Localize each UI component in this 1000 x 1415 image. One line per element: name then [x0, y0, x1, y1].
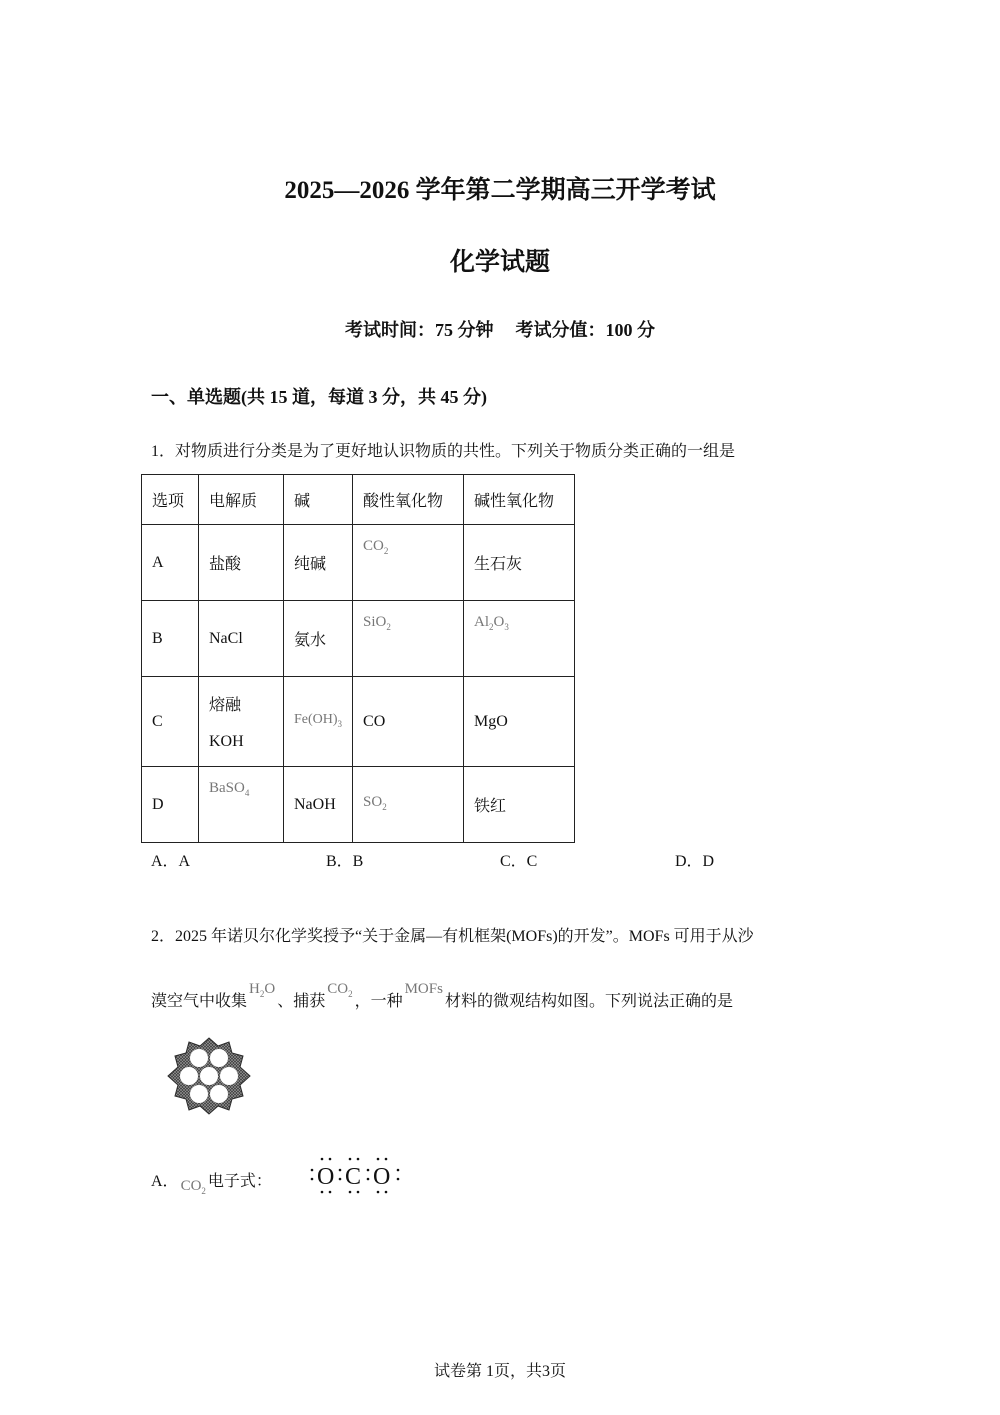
formula [363, 538, 388, 554]
lewis-atom-o-left: O [317, 1164, 335, 1190]
electrolyte-cell: NaCl [199, 601, 284, 677]
option-cell: D [142, 767, 199, 843]
acid-oxide-cell [353, 767, 464, 843]
formula-co2 [179, 1178, 208, 1194]
formula-main: CO [327, 981, 349, 997]
formula-main: CO [180, 1178, 202, 1194]
base-cell: 纯碱 [284, 525, 353, 601]
text-segment: ，一种 [354, 993, 403, 1010]
exam-title: 2025—2026 学年第二学期高三开学考试 [284, 177, 716, 204]
acid-oxide-cell [353, 601, 464, 677]
basic-oxide-cell: 生石灰 [464, 525, 575, 601]
formula-main: O [493, 614, 505, 630]
formula-main: BaSO [209, 780, 245, 796]
acid-oxide-cell [353, 525, 464, 601]
formula-h2o [247, 981, 277, 997]
formula-main: Al [474, 614, 490, 630]
electrolyte-cell: 盐酸 [199, 525, 284, 601]
formula-main: Fe(OH) [294, 712, 338, 728]
question-1-stem: 1．对物质进行分类是为了更好地认识物质的共性。下列关于物质分类正确的一组是 [151, 443, 736, 460]
base-cell: NaOH [284, 767, 353, 843]
header-cell: 碱性氧化物 [464, 475, 575, 525]
exam-info [0, 316, 1000, 342]
formula-sub: 2 [259, 989, 265, 999]
formula-mofs: MOFs [404, 981, 443, 997]
header-cell: 选项 [142, 475, 199, 525]
table-row [142, 525, 575, 601]
header-cell: 碱 [284, 475, 353, 525]
base-cell [284, 677, 353, 767]
exam-subtitle: 化学试题 [449, 249, 550, 276]
formula [209, 780, 249, 796]
formula [294, 712, 342, 727]
basic-oxide-cell: 铁红 [464, 767, 575, 843]
co2-lewis-structure [308, 1153, 404, 1197]
formula-main: SiO [363, 614, 387, 630]
lewis-atom-c: C [345, 1164, 362, 1190]
table-row [142, 767, 575, 843]
answer-option-a[interactable]: A．A [151, 853, 191, 870]
option-cell: B [142, 601, 199, 677]
basic-oxide-cell [464, 601, 575, 677]
mof-structure-image [166, 1036, 252, 1116]
answer-option-b[interactable]: B．B [326, 853, 364, 870]
formula-main: SO [363, 794, 383, 810]
formula-sub: 2 [383, 546, 389, 556]
answer-option-c[interactable]: C．C [500, 853, 538, 870]
formula-sub: 3 [337, 718, 343, 729]
text-segment: 、捕获 [277, 993, 326, 1010]
section-title: 一、单选题(共 15 道，每道 3 分，共 45 分) [151, 387, 487, 407]
formula-co2 [325, 981, 354, 997]
classification-table [141, 474, 575, 843]
option-text: 电子式： [207, 1173, 272, 1190]
exam-score: 考试分值：100 分 [515, 320, 655, 340]
formula-main: O [264, 981, 276, 997]
option-cell: C [142, 677, 199, 767]
header-cell: 酸性氧化物 [353, 475, 464, 525]
formula [363, 614, 391, 630]
option-label: A． [151, 1173, 179, 1190]
answer-option-d[interactable]: D．D [675, 853, 715, 870]
option-cell: A [142, 525, 199, 601]
lewis-atom-o-right: O [373, 1164, 391, 1190]
basic-oxide-cell: MgO [464, 677, 575, 767]
formula-sub: 2 [348, 989, 353, 999]
formula [474, 614, 509, 630]
exam-time: 考试时间：75 分钟 [345, 320, 494, 340]
question-2-line-1: 2．2025 年诺贝尔化学奖授予“关于金属—有机框架(MOFs)的开发”。MOFs 可用于从沙 [151, 928, 754, 945]
formula-main: H [249, 981, 260, 997]
text-segment: 漠空气中收集 [151, 993, 248, 1010]
table-row [142, 601, 575, 677]
electrolyte-line: 熔融 [209, 697, 242, 714]
acid-oxide-cell: CO [353, 677, 464, 767]
formula-sub: 2 [382, 802, 387, 812]
header-cell: 电解质 [199, 475, 284, 525]
question-2-option-a[interactable] [151, 1168, 272, 1196]
formula-main: CO [363, 538, 384, 554]
question-2-line-2 [151, 981, 733, 1012]
formula-sub: 3 [504, 622, 509, 632]
formula-sub: 2 [489, 622, 494, 632]
page-footer: 试卷第 1页，共3页 [433, 1363, 566, 1380]
formula-sub: 2 [386, 622, 391, 632]
electrolyte-cell [199, 767, 284, 843]
electrolyte-line: KOH [209, 733, 244, 750]
formula [363, 794, 387, 810]
table-row [142, 677, 575, 767]
base-cell: 氨水 [284, 601, 353, 677]
formula-sub: 4 [244, 788, 250, 798]
electrolyte-cell [199, 677, 284, 767]
text-segment: 材料的微观结构如图。下列说法正确的是 [444, 993, 733, 1010]
formula-sub: 2 [201, 1186, 206, 1196]
table-header-row [142, 475, 575, 525]
